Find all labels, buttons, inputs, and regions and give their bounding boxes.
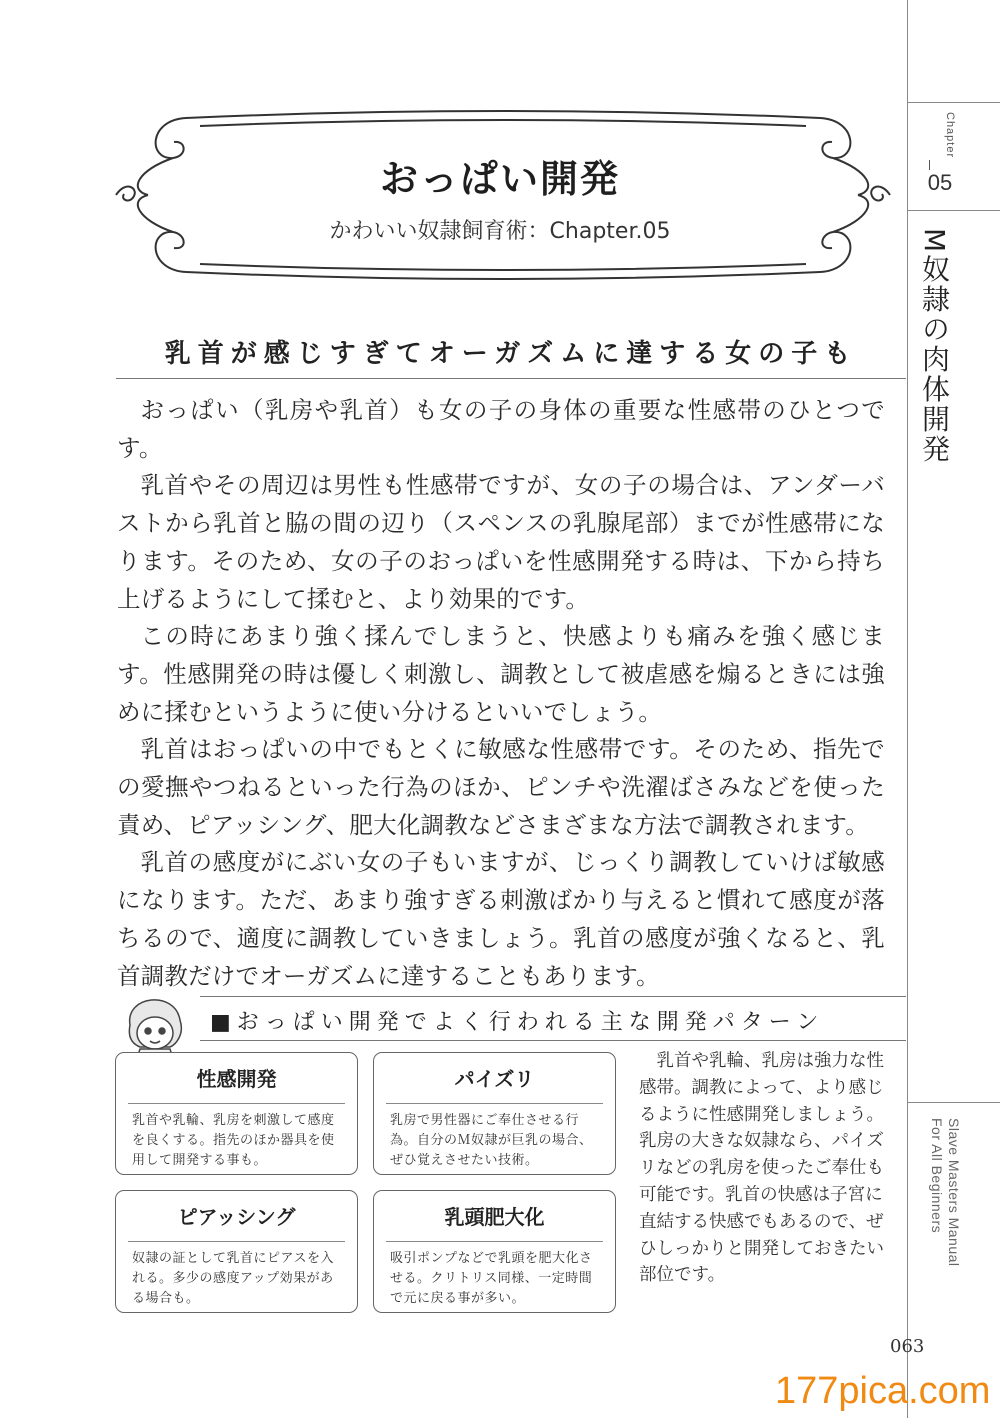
card-text: 奴隷の証として乳首にピアスを入れる。多少の感度アップ効果がある場合も。 — [132, 1251, 334, 1306]
paragraph: 乳首やその周辺は男性も性感帯ですが、女の子の場合は、アンダーバストから乳首と脇の間の辺り（スペンスの乳腺尾部）までが性感帯になります。そのため、女の子のおっぱいを性感開発する時は、下から持ち上げるようにして揉むと、より効果的です。 — [117, 471, 885, 613]
card-divider — [386, 1241, 603, 1242]
chapter-tick — [929, 160, 930, 170]
chapter-number: 05 — [927, 170, 953, 195]
card-text: 吸引ポンプなどで乳頭を肥大化させる。クリトリス同様、一定時間で元に戻る事が多い。 — [390, 1251, 593, 1306]
series-title-line2: For All Beginners — [929, 1118, 945, 1234]
patterns-heading: ■おっぱい開発でよく行われる主な開発パターン — [210, 1010, 825, 1035]
card-text: 乳房で男性器にご奉仕させる行為。自分のＭ奴隷が巨乳の場合、ぜひ覚えさせたい技術。 — [390, 1113, 593, 1168]
paragraph: この時にあまり強く揉んでしまうと、快感よりも痛みを強く感じます。性感開発の時は優しく刺激し、調教として被虐感を煽るときには強めに揉むというように使い分けるといいでしょう。 — [117, 622, 885, 726]
page-subtitle: かわいい奴隷飼育術：Chapter.05 — [329, 219, 671, 244]
card-divider — [128, 1241, 345, 1242]
sidebar-vertical-title: M奴隷の肉体開発 — [918, 228, 951, 465]
card-text: 乳首や乳輪、乳房を刺激して感度を良くする。指先のほか器具を使用して開発する事も。 — [132, 1113, 335, 1168]
sidebar-rule-middle — [907, 210, 1000, 211]
paragraph: おっぱい（乳房や乳首）も女の子の身体の重要な性感帯のひとつです。 — [117, 396, 885, 462]
card-title: 乳頭肥大化 — [444, 1205, 545, 1229]
sidebar-rule-bottom — [907, 1102, 1000, 1103]
pattern-card — [373, 1190, 616, 1313]
frame-left-curl — [116, 187, 135, 201]
section-divider — [116, 378, 906, 379]
page-title: おっぱい開発 — [379, 157, 620, 201]
frame-right-curl — [871, 187, 890, 201]
card-title: パイズリ — [454, 1067, 535, 1091]
frame-left-scroll — [138, 118, 186, 272]
frame-top-line — [186, 111, 820, 118]
body-text — [117, 392, 885, 995]
frame-bottom-inner-line — [200, 264, 806, 270]
card-title: ピアッシング — [177, 1205, 296, 1229]
card-divider — [128, 1103, 345, 1104]
sidebar-divider — [907, 0, 908, 1418]
card-divider — [386, 1103, 603, 1104]
pattern-card — [373, 1052, 616, 1175]
chapter-label: Chapter — [944, 112, 956, 159]
sub-heading-rule-top — [200, 996, 906, 997]
pattern-card — [115, 1190, 358, 1313]
sub-heading-rule-bottom — [200, 1040, 906, 1041]
frame-bottom-line — [186, 272, 820, 279]
page-number: 063 — [890, 1336, 925, 1357]
watermark: 177pica.com — [775, 1370, 991, 1412]
paragraph: 乳首はおっぱいの中でもとくに敏感な性感帯です。そのため、指先での愛撫やつねるといった行為のほか、ピンチや洗濯ばさみなどを使った責め、ピアッシング、肥大化調教などさまざまな方法で調教されます。 — [117, 735, 885, 839]
section-heading: 乳首が感じすぎてオーガズムに達する女の子も — [164, 339, 858, 369]
pattern-card — [115, 1052, 358, 1175]
frame-right-scroll — [820, 118, 868, 272]
series-title — [912, 1118, 962, 1323]
card-title: 性感開発 — [196, 1067, 277, 1091]
paragraph: 乳首の感度がにぶい女の子もいますが、じっくり調教していけば敏感になります。ただ、あまり強すぎる刺激ばかり与えると慣れて感度が落ちるので、適度に調教していきましょう。乳首の感度が強くなると、乳首調教だけでオーガズムに達することもあります。 — [117, 848, 885, 990]
side-note: 乳首や乳輪、乳房は強力な性感帯。調教によって、より感じるように性感開発しましょう。乳房の大きな奴隷なら、パイズリなどの乳房を使ったご奉仕も可能です。乳首の快感は子宮に直結する快感でもあるので、ぜひしっかりと開発しておきたい部位です。 — [639, 1051, 884, 1286]
series-title-line1: Slave Masters Manual — [946, 1118, 962, 1267]
frame-top-inner-line — [200, 120, 806, 126]
sidebar-rule-top — [907, 102, 1000, 103]
